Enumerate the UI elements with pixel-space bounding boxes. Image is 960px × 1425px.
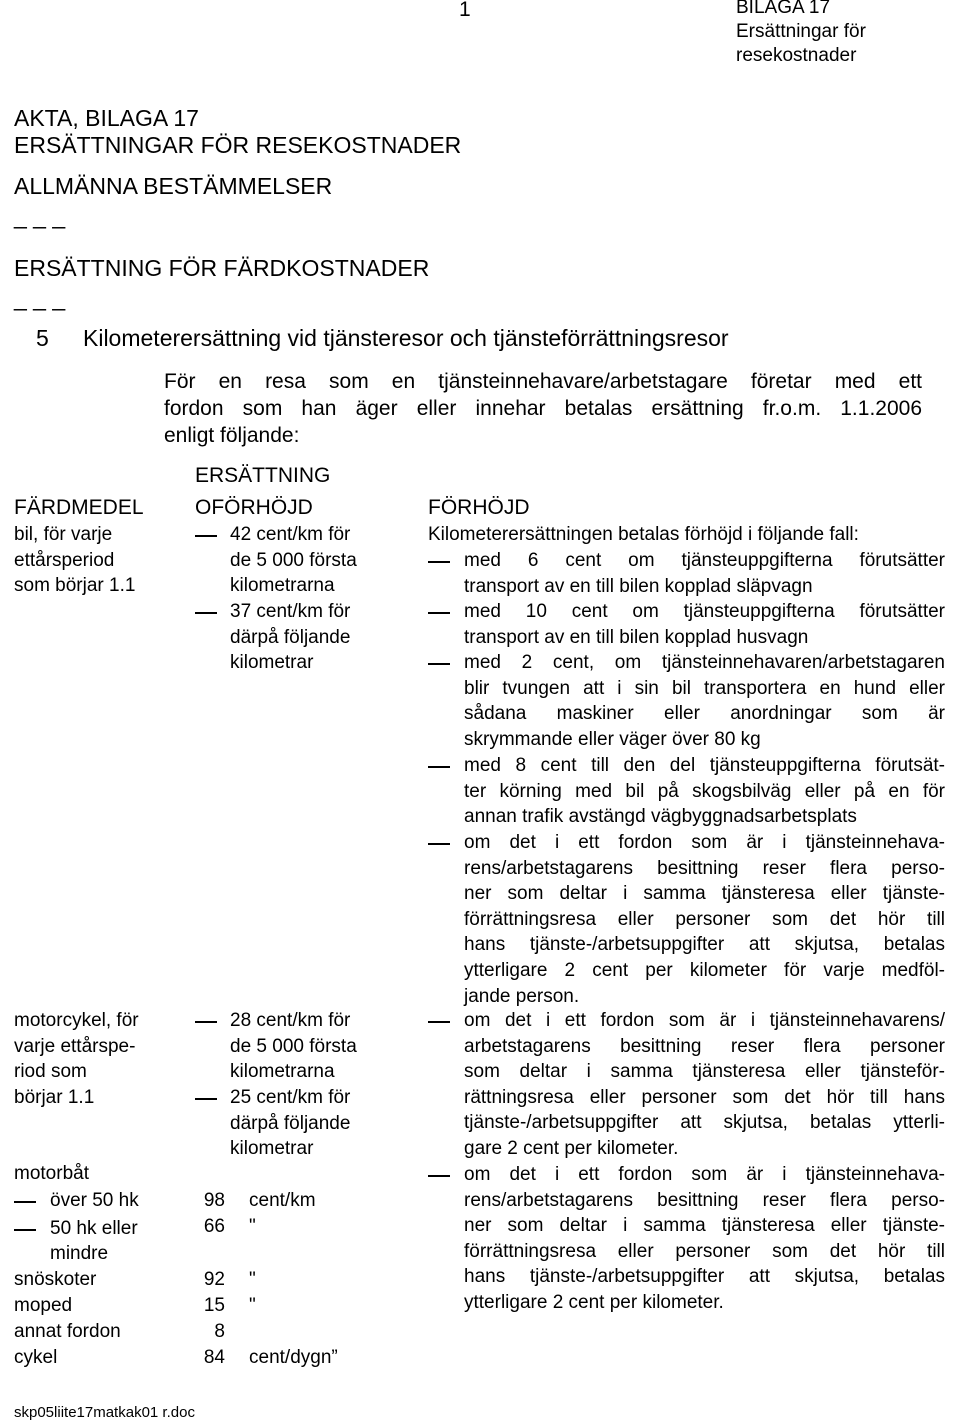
raised-line: förrättningsresa eller personer som det hör till <box>464 1240 945 1262</box>
intro-line: fordon som han äger eller innehar betalas ersättning fr.o.m. 1.1.2006 <box>164 397 922 420</box>
rate-unit: " <box>249 1216 256 1237</box>
rate-value: 66 <box>203 1216 225 1237</box>
rate-line: kilometrar <box>230 1138 314 1160</box>
dash-bullet <box>14 1201 36 1203</box>
rate-value: 8 <box>214 1321 225 1342</box>
rate-line: kilometrar <box>230 652 314 674</box>
rate-car-b <box>230 599 350 676</box>
raised-line: ytterligare 2 cent per kilometer för varje medföl- <box>464 959 945 981</box>
raised-item-dog <box>464 650 945 752</box>
rate-value: 15 <box>203 1295 225 1316</box>
footer-filename: skp05liite17matkak01 r.doc <box>14 1404 195 1421</box>
intro-line: För en resa som en tjänsteinnehavare/arbetstagare företar med ett <box>164 370 922 393</box>
raised-line: med 8 cent till den del tjänsteuppgifterna förutsät- <box>464 755 945 776</box>
raised-line: ter körning med bil på skogsbilväg eller på en för <box>464 780 945 802</box>
column-header-raised: FÖRHÖJD <box>428 496 530 519</box>
raised-item-caravan <box>464 599 945 650</box>
rate-unit: " <box>249 1269 256 1290</box>
dash-bullet <box>428 663 450 665</box>
dash-bullet <box>195 535 217 537</box>
rate-line: därpå följande <box>230 626 351 648</box>
header-line: Ersättningar för <box>736 21 866 42</box>
raised-line: med 10 cent om tjänsteuppgifterna förutsätter <box>464 601 945 622</box>
raised-line: ytterligare 2 cent per kilometer. <box>464 1291 724 1313</box>
raised-line: hans tjänste-/arbetsuppgifter att skjutsa, betalas <box>464 1266 945 1288</box>
dash-bullet <box>428 1021 450 1023</box>
raised-motorcycle <box>464 1008 945 1162</box>
page-number: 1 <box>459 0 471 21</box>
raised-line: arbetstagarens besittning reser flera personer <box>464 1035 945 1057</box>
rate-motorcycle-b <box>230 1085 350 1162</box>
raised-line: med 6 cent om tjänsteuppgifterna förutsätter <box>464 550 945 571</box>
raised-line: blir tvungen att i sin bil transportera en hund eller <box>464 677 945 699</box>
header-line: BILAGA 17 <box>736 0 831 18</box>
raised-line: rens/arbetstagarens besittning reser flera perso- <box>464 1189 945 1211</box>
separator: _ _ _ <box>14 285 66 311</box>
dash-bullet <box>195 612 217 614</box>
vehicle-other: annat fordon <box>14 1321 121 1342</box>
header-annex <box>736 0 866 68</box>
vehicle-line: motorcykel, för <box>14 1010 139 1031</box>
rate-unit: " <box>249 1295 256 1316</box>
dash-bullet <box>428 561 450 563</box>
rate-value: 92 <box>203 1269 225 1290</box>
rate-line: 37 cent/km för <box>230 601 351 622</box>
vehicle-boat-over-50hp: över 50 hk <box>50 1190 139 1211</box>
raised-line: transport av en till bilen kopplad släpvagn <box>464 575 813 597</box>
dash-bullet <box>195 1098 217 1100</box>
vehicle-line: ettårsperiod <box>14 549 115 571</box>
vehicle-motorcycle <box>14 1008 139 1110</box>
title-line: AKTA, BILAGA 17 <box>14 105 199 131</box>
raised-line: transport av en till bilen kopplad husvagn <box>464 626 809 648</box>
intro-paragraph <box>164 368 922 449</box>
raised-line: hans tjänste-/arbetsuppgifter att skjutsa, betalas <box>464 934 945 956</box>
raised-intro: Kilometerersättningen betalas förhöjd i följande fall: <box>428 524 859 545</box>
table-group-header: ERSÄTTNING <box>195 464 331 487</box>
raised-others <box>464 1162 945 1316</box>
column-header-vehicle: FÄRDMEDEL <box>14 496 144 519</box>
raised-line: som deltar i samma tjänsteresa eller tjänsteför- <box>464 1061 945 1083</box>
header-line: resekostnader <box>736 45 857 66</box>
vehicle-bicycle: cykel <box>14 1347 58 1368</box>
raised-line: sådana maskiner eller anordningar som är <box>464 703 945 725</box>
vehicle-line: börjar 1.1 <box>14 1086 95 1108</box>
dash-bullet <box>428 612 450 614</box>
vehicle-line: som börjar 1.1 <box>14 575 136 597</box>
dash-bullet <box>428 843 450 845</box>
rate-line: 28 cent/km för <box>230 1010 351 1031</box>
vehicle-snowmobile: snöskoter <box>14 1269 97 1290</box>
vehicle-moped: moped <box>14 1295 73 1316</box>
vehicle-line: riod som <box>14 1061 87 1083</box>
raised-line: skrymmande eller väger över 80 kg <box>464 728 761 750</box>
intro-line: enligt följande: <box>164 424 300 447</box>
raised-line: ner som deltar i samma tjänsteresa eller tjänste- <box>464 883 945 905</box>
title-line: ERSÄTTNING FÖR FÄRDKOSTNADER <box>14 255 430 281</box>
rate-unit: cent/km <box>249 1190 316 1211</box>
vehicle-line: bil, för varje <box>14 524 113 545</box>
vehicle-motorboat: motorbåt <box>14 1163 89 1184</box>
raised-item-forest-road <box>464 753 945 830</box>
rate-line: de 5 000 första <box>230 1035 357 1057</box>
vehicle-boat-50hp-or-less-cont: mindre <box>50 1243 109 1264</box>
title-line: ALLMÄNNA BESTÄMMELSER <box>14 173 333 199</box>
rate-unit: cent/dygn” <box>249 1347 338 1368</box>
rate-line: kilometrarna <box>230 575 335 597</box>
rate-car-a <box>230 522 357 599</box>
vehicle-boat-50hp-or-less: 50 hk eller <box>50 1218 138 1239</box>
rate-line: kilometrarna <box>230 1061 335 1083</box>
raised-line: om det i ett fordon som är i tjänsteinnehava- <box>464 1164 945 1185</box>
section-number: 5 <box>36 325 49 351</box>
dash-bullet <box>428 1175 450 1177</box>
section-heading: Kilometerersättning vid tjänsteresor och tjänsteförrättningsresor <box>83 325 729 351</box>
column-header-unraised: OFÖRHÖJD <box>195 496 313 519</box>
raised-line: gare 2 cent per kilometer. <box>464 1137 679 1159</box>
raised-line: förrättningsresa eller personer som det hör till <box>464 908 945 930</box>
raised-line: tjänste-/arbetsuppgifter att skjutsa, betalas ytterli- <box>464 1112 945 1134</box>
raised-line: annan trafik avstängd vägbyggnadsarbetsplats <box>464 806 857 828</box>
rate-line: 25 cent/km för <box>230 1087 351 1108</box>
rate-value: 98 <box>203 1190 225 1211</box>
rate-motorcycle-a <box>230 1008 357 1085</box>
rate-line: 42 cent/km för <box>230 524 351 545</box>
separator: _ _ _ <box>14 203 66 229</box>
raised-line: med 2 cent, om tjänsteinnehavaren/arbetstagaren <box>464 652 945 673</box>
raised-line: om det i ett fordon som är i tjänsteinnehava- <box>464 832 945 853</box>
raised-line: jande person. <box>464 985 580 1007</box>
dash-bullet <box>14 1229 36 1231</box>
raised-line: rens/arbetstagarens besittning reser flera perso- <box>464 857 945 879</box>
raised-line: om det i ett fordon som är i tjänsteinnehavarens/ <box>464 1010 945 1031</box>
rate-line: därpå följande <box>230 1112 351 1134</box>
rate-value: 84 <box>203 1347 225 1368</box>
dash-bullet <box>195 1021 217 1023</box>
raised-item-trailer <box>464 548 945 599</box>
vehicle-line: varje ettårspe- <box>14 1035 136 1057</box>
vehicle-car <box>14 522 135 599</box>
raised-item-passengers <box>464 830 945 1009</box>
title-line: ERSÄTTNINGAR FÖR RESEKOSTNADER <box>14 132 462 158</box>
rate-line: de 5 000 första <box>230 549 357 571</box>
raised-line: ner som deltar i samma tjänsteresa eller tjänste- <box>464 1215 945 1237</box>
dash-bullet <box>428 766 450 768</box>
raised-line: rättningsresa eller personer som det hör till hans <box>464 1086 945 1108</box>
